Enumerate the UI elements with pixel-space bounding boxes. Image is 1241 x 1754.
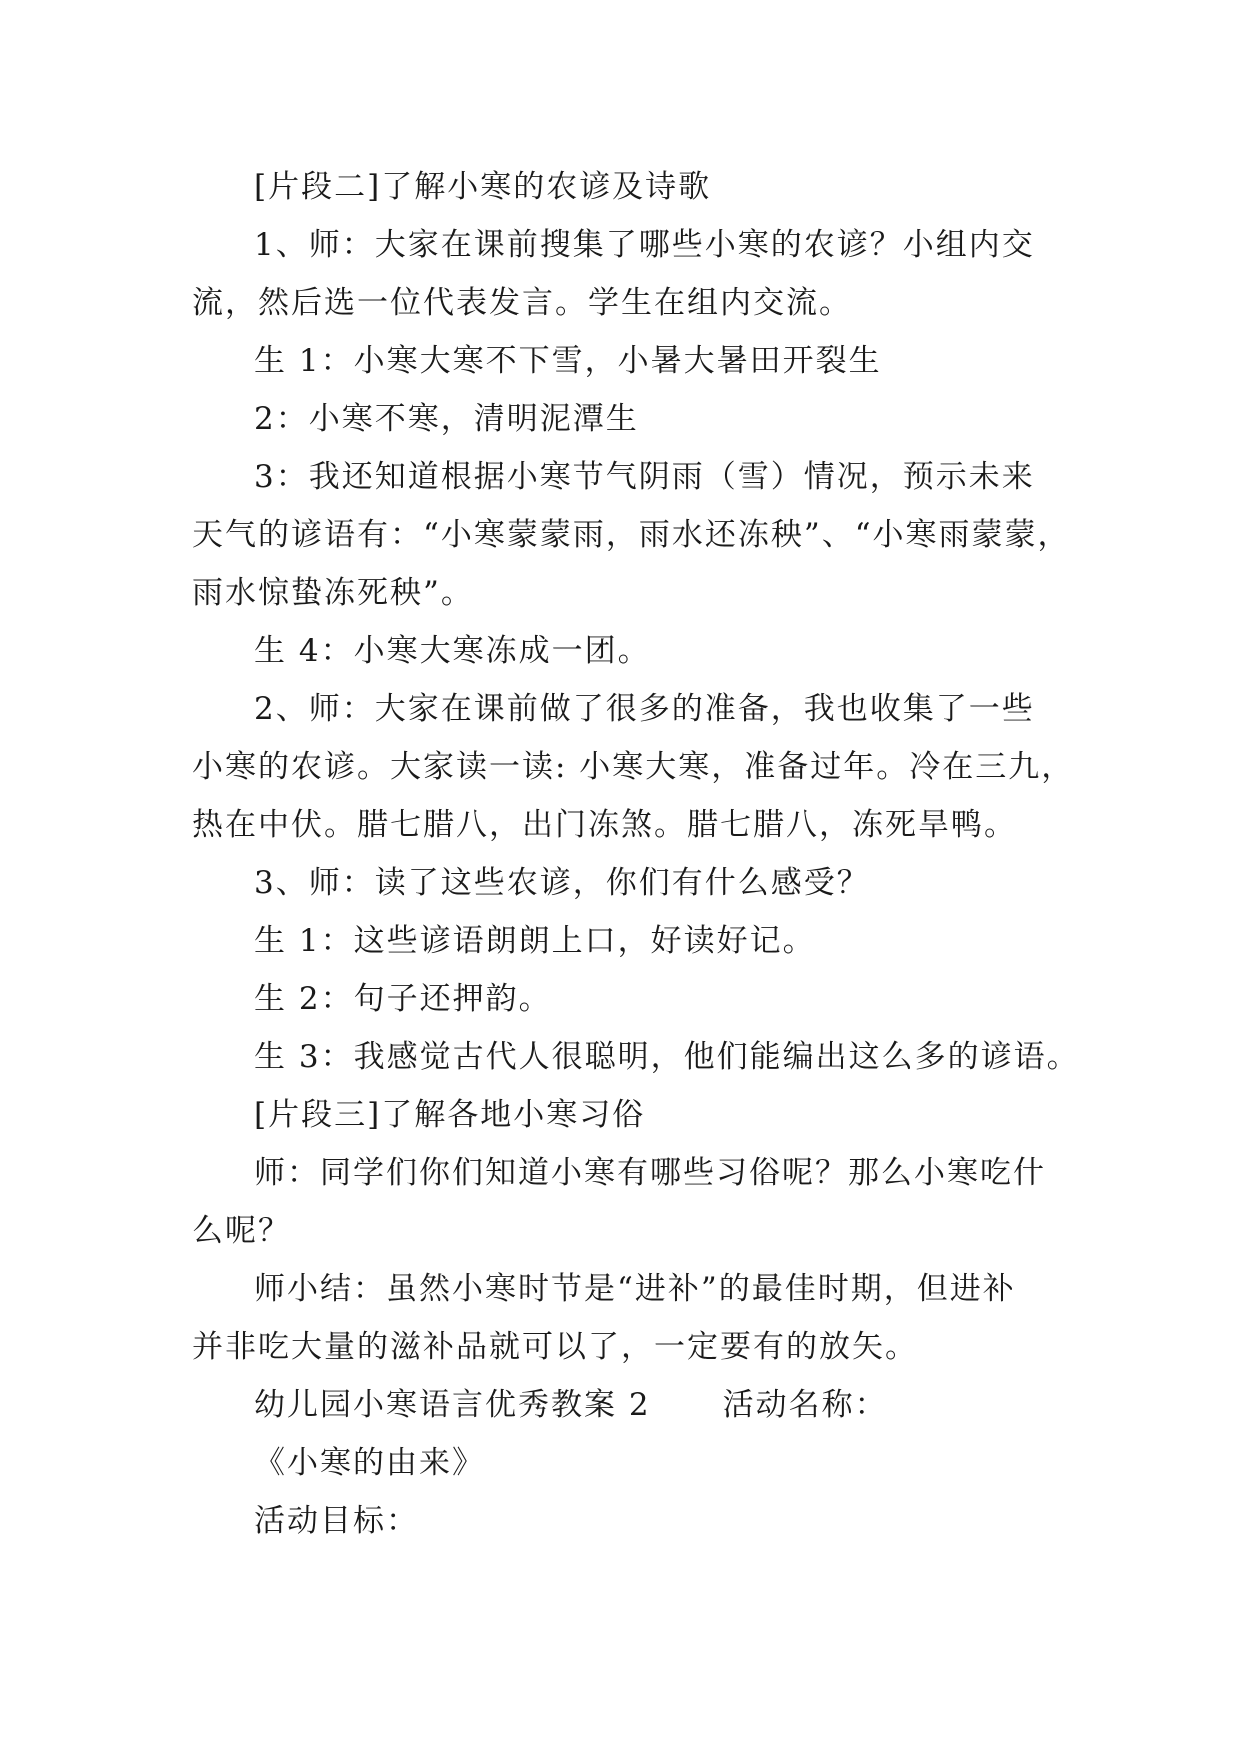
paragraph-line: 并非吃大量的滋补品就可以了，一定要有的放矢。 [192,1329,918,1365]
paragraph-line: 3：我还知道根据小寒节气阴雨（雪）情况，预示未来 [254,459,1035,495]
activity-goal-label: 活动目标： [254,1503,419,1539]
paragraph-line: 师小结：虽然小寒时节是“进补”的最佳时期，但进补 [254,1271,1016,1307]
paragraph-line: 师：同学们你们知道小寒有哪些习俗呢？那么小寒吃什 [254,1155,1046,1191]
section-heading: [片段二]了解小寒的农谚及诗歌 [254,169,712,205]
paragraph-line: 么呢？ [192,1213,291,1249]
teacher-question: 3、师：读了这些农谚，你们有什么感受？ [254,865,870,901]
student-answer: 生 2：句子还押韵。 [254,981,552,1017]
section-heading: [片段三]了解各地小寒习俗 [254,1097,646,1133]
activity-name: 《小寒的由来》 [254,1445,485,1481]
document-body [192,158,1080,1550]
lesson-title: 幼儿园小寒语言优秀教案 2 [254,1387,651,1423]
paragraph-line: 流，然后选一位代表发言。学生在组内交流。 [192,285,852,321]
student-answer: 生 3：我感觉古代人很聪明，他们能编出这么多的谚语。 [254,1039,1080,1075]
paragraph-line: 1、师：大家在课前搜集了哪些小寒的农谚？小组内交 [254,227,1035,263]
student-answer: 生 4：小寒大寒冻成一团。 [254,633,651,669]
paragraph-line: 2、师：大家在课前做了很多的准备，我也收集了一些 [254,691,1035,727]
paragraph-line: 热在中伏。腊七腊八，出门冻煞。腊七腊八，冻死旱鸭。 [192,807,1017,843]
paragraph-line: 小寒的农谚。大家读一读: 小寒大寒，准备过年。冷在三九， [192,749,1075,785]
activity-name-label: 活动名称： [722,1387,888,1423]
student-answer: 生 1：这些谚语朗朗上口，好读好记。 [254,923,816,959]
lesson-title-row [192,1376,1072,1434]
student-answer: 生 1：小寒大寒不下雪，小暑大暑田开裂生 [254,343,882,379]
paragraph-line: 天气的谚语有：“小寒蒙蒙雨，雨水还冻秧”、“小寒雨蒙蒙， [192,517,1071,553]
paragraph-line: 雨水惊蛰冻死秧”。 [192,575,474,611]
student-answer: 2：小寒不寒，清明泥潭生 [254,401,639,437]
